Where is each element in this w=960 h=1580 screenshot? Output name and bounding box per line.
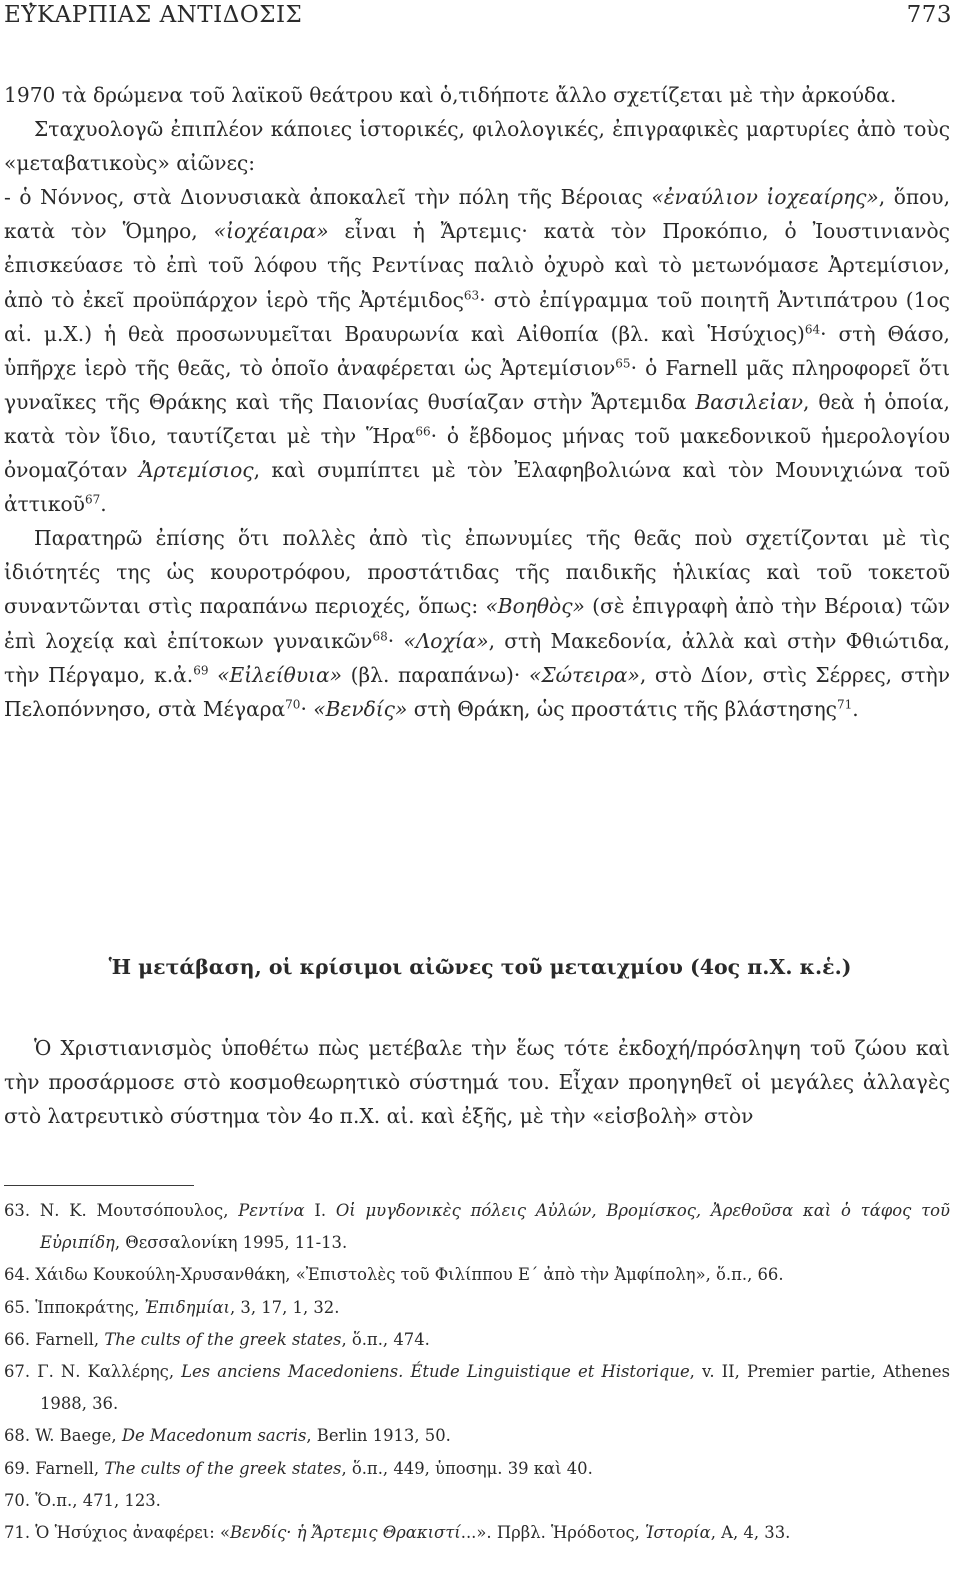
italic-run: «Βενδίς» bbox=[313, 696, 408, 721]
text-run: - ὁ Νόννος, στὰ Διονυσιακὰ ἀποκαλεῖ τὴν πόλη τῆς Βέροιας bbox=[4, 185, 652, 210]
text-run: 65. Ἱπποκράτης, bbox=[4, 1297, 145, 1317]
footnote-66 bbox=[4, 1324, 950, 1356]
text-run: · στὸ ἐπίγραμμα τοῦ ποιητῆ Ἀντιπάτρου (1ος αἰ. μ.Χ.) ἡ θεὰ προσωνυμεῖται Βραυρωνία καὶ Αἰθοπία (βλ. καὶ Ἡσύχιος) bbox=[4, 287, 950, 346]
text-run: εἶναι ἡ Ἄρτεμις· κατὰ τὸν Προκόπιο, ὁ Ἰουστινιανὸς ἐπισκεύασε τὸ ἐπὶ τοῦ λόφου τῆς Ρεντίνας παλιὸ ὀχυρὸ καὶ τὸ μετωνόμασε Ἀρτεμίσιον, ἀπὸ τὸ ἐκεῖ προϋπάρχον ἱερὸ τῆς Ἀρτέμιδος bbox=[4, 219, 950, 312]
text-run: · στὴ Θάσο, ὑπῆρχε ἱερὸ τῆς θεᾶς, τὸ ὁποῖο ἀναφέρεται ὡς Ἀρτεμίσιον bbox=[4, 321, 950, 380]
footnote-ref-71[interactable]: 71 bbox=[836, 696, 853, 711]
text-run: . bbox=[852, 696, 859, 721]
footnote-70: 70. Ὅ.π., 471, 123. bbox=[4, 1490, 161, 1510]
text-run: , 3, 17, 1, 32. bbox=[229, 1297, 340, 1317]
footnotes bbox=[4, 1195, 950, 1549]
text-run: , v. II, Premier partie, Athenes 1988, 36. bbox=[40, 1362, 951, 1414]
text-run: , ὅπου, κατὰ τὸν Ὅμηρο, bbox=[4, 185, 950, 244]
paragraph-1: 1970 τὰ δρώμενα τοῦ λαϊκοῦ θεάτρου καὶ ὁ,τιδήποτε ἄλλο σχετίζεται μὲ τὴν ἀρκούδα. bbox=[4, 83, 897, 107]
running-title: ΕΥ̓ΚΑΡΠΙΑΣ ΑΝΤΙΔΟΣΙΣ bbox=[4, 2, 303, 28]
text-run: · bbox=[300, 696, 314, 721]
paragraph-4: Ὁ Χριστιανισμὸς ὑποθέτω πὼς μετέβαλε τὴν ἕως τότε ἐκδοχή/πρόσληψη τοῦ ζώου καὶ τὴν προσάρμοσε στὸ κοσμοθεωρητικὸ σύστημά του. Εἶχαν προηγηθεῖ οἱ μεγάλες ἀλλαγὲς στὸ λατρευτικὸ σύστημα τὸν 4ο π.Χ. αἰ. καὶ ἐξῆς, μὲ τὴν «εἰσβολὴ» στὸν bbox=[4, 1036, 950, 1129]
italic-run: Οἱ μυγδονικὲς πόλεις Αὐλών, Βρομίσκος, Ἀρεθοῦσα καὶ ὁ τάφος τοῦ Εὐριπίδη bbox=[40, 1201, 951, 1253]
italic-run: De Macedonum sacris bbox=[121, 1426, 307, 1446]
text-run: , στὸ Δίον, στὶς Σέρρες, στὴν Πελοπόννησο, στὰ Μέγαρα bbox=[4, 662, 950, 721]
italic-run: Ἱστορία bbox=[645, 1523, 711, 1543]
footnote-ref-64[interactable]: 64 bbox=[804, 321, 821, 336]
text-run: , Berlin 1913, 50. bbox=[306, 1426, 451, 1446]
text-run: , Α, 4, 33. bbox=[710, 1523, 791, 1543]
text-run: , καὶ συμπίπτει μὲ τὸν Ἐλαφηβολιώνα καὶ τὸν Μουνιχιώνα τοῦ ἀττικοῦ bbox=[4, 458, 950, 517]
text-run: · ὁ ἔβδομος μήνας τοῦ μακεδονικοῦ ἡμερολογίου ὀνομαζόταν bbox=[4, 423, 950, 483]
italic-run: «Εἰλείθυια» bbox=[217, 662, 342, 687]
body-text bbox=[4, 78, 950, 726]
text-run: , Θεσσαλονίκη 1995, 11-13. bbox=[114, 1233, 348, 1253]
italic-run: The cults of the greek states bbox=[104, 1329, 342, 1349]
italic-run: «Λοχία» bbox=[403, 628, 489, 653]
text-run: · ὁ Farnell μᾶς πληροφορεῖ ὅτι γυναῖκες τῆς Θράκης καὶ τῆς Παιονίας θυσίαζαν στὴν Ἄρτεμιδα bbox=[4, 355, 950, 414]
footnote-ref-66[interactable]: 66 bbox=[415, 424, 431, 439]
text-run: (σὲ ἐπιγραφὴ ἀπὸ τὴν Βέροια) τῶν ἐπὶ λοχείᾳ καὶ ἐπίτοκων γυναικῶν bbox=[4, 594, 950, 653]
text-run: 63. Ν. Κ. Μουτσόπουλος, bbox=[4, 1201, 239, 1220]
footnote-64: 64. Χάιδω Κουκούλη-Χρυσανθάκη, «Ἐπιστολὲς τοῦ Φιλίππου Ε´ ἀπὸ τὴν Ἀμφίπολη», ὅ.π., 66. bbox=[4, 1265, 784, 1285]
footnote-68 bbox=[4, 1420, 950, 1452]
footnote-rule bbox=[4, 1185, 194, 1186]
text-run: , θεὰ ἡ ὁποία, κατὰ τὸν ἴδιο, ταυτίζεται μὲ τὴν Ἥρα bbox=[4, 389, 950, 448]
italic-run: «ἐναύλιον ἰοχεαίρης» bbox=[651, 185, 879, 210]
section-body bbox=[4, 1031, 950, 1133]
text-run: Ι. bbox=[304, 1201, 336, 1220]
italic-run: Βενδίς· ἡ Ἄρτεμις Θρακιστί bbox=[230, 1523, 461, 1543]
footnote-63 bbox=[4, 1195, 950, 1259]
footnote-67 bbox=[4, 1356, 950, 1420]
paragraph-2-intro: Σταχυολογῶ ἐπιπλέον κάποιες ἱστορικές, φιλολογικές, ἐπιγραφικὲς μαρτυρίες ἀπὸ τοὺς «μεταβατικοὺς» αἰῶνες: bbox=[4, 117, 950, 176]
text-run: 66. Farnell, bbox=[4, 1329, 105, 1349]
footnote-71 bbox=[4, 1517, 950, 1549]
footnote-ref-69[interactable]: 69 bbox=[193, 662, 209, 677]
italic-run: The cults of the greek states bbox=[104, 1458, 342, 1478]
italic-run: «ἰοχέαιρα» bbox=[213, 219, 329, 244]
footnote-69 bbox=[4, 1453, 950, 1485]
paragraph-2-list bbox=[4, 180, 950, 521]
text-run: (βλ. παραπάνω)· bbox=[342, 662, 529, 687]
text-run: , στὴ Μακεδονία, ἀλλὰ καὶ στὴν Φθιώτιδα, τὴν Πέργαμο, κ.ἀ. bbox=[4, 628, 950, 687]
text-run: ...». Πρβλ. Ἡρόδοτος, bbox=[460, 1523, 646, 1543]
text-run: , ὅ.π., 449, ὑποσημ. 39 καὶ 40. bbox=[341, 1458, 593, 1478]
italic-run: Βασιλεἰαν bbox=[695, 389, 804, 414]
italic-run: Les anciens Macedoniens. Étude Linguistique et Historique bbox=[181, 1362, 690, 1382]
text-run: · bbox=[387, 628, 404, 653]
footnote-ref-67[interactable]: 67 bbox=[84, 492, 101, 507]
text-run: στὴ Θράκη, ὡς προστάτις τῆς βλάστησης bbox=[407, 696, 837, 721]
text-run: 67. Γ. Ν. Καλλέρης, bbox=[4, 1362, 182, 1382]
italic-run: «Σώτειρα» bbox=[528, 662, 640, 687]
italic-run: Ἀρτεμίσιος bbox=[138, 458, 254, 483]
running-head bbox=[4, 0, 952, 34]
page-number: 773 bbox=[906, 2, 952, 28]
text-run: 69. Farnell, bbox=[4, 1458, 105, 1478]
footnote-ref-70[interactable]: 70 bbox=[285, 696, 301, 711]
footnote-ref-68[interactable]: 68 bbox=[372, 628, 388, 643]
text-run: 71. Ὁ Ἡσύχιος ἀναφέρει: « bbox=[4, 1523, 230, 1543]
footnote-65 bbox=[4, 1292, 950, 1324]
text-run: . bbox=[100, 492, 107, 517]
text-run: 68. W. Baege, bbox=[4, 1426, 122, 1446]
footnote-ref-65[interactable]: 65 bbox=[615, 356, 631, 371]
text-run bbox=[208, 663, 217, 687]
section-heading: Ἡ μετάβαση, οἱ κρίσιμοι αἰῶνες τοῦ μεταιχμίου (4ος π.Χ. κ.ἑ.) bbox=[108, 955, 852, 979]
italic-run: «Βοηθὸς» bbox=[485, 594, 585, 619]
text-run: , ὅ.π., 474. bbox=[341, 1329, 430, 1349]
paragraph-3 bbox=[4, 521, 950, 726]
footnote-ref-63[interactable]: 63 bbox=[463, 287, 480, 302]
text-run: Παρατηρῶ ἐπίσης ὅτι πολλὲς ἀπὸ τὶς ἐπωνυμίες τῆς θεᾶς ποὺ σχετίζονται μὲ τὶς ἰδιότητές της ὡς κουροτρόφου, προστάτιδας τῆς παιδικῆς ἡλικίας καὶ τοῦ τοκετοῦ συναντῶνται στὶς παραπάνω περιοχές, ὅπως: bbox=[4, 526, 950, 619]
italic-run: Ἐπιδημίαι bbox=[144, 1297, 230, 1317]
italic-run: Ρεντίνα bbox=[238, 1201, 305, 1220]
